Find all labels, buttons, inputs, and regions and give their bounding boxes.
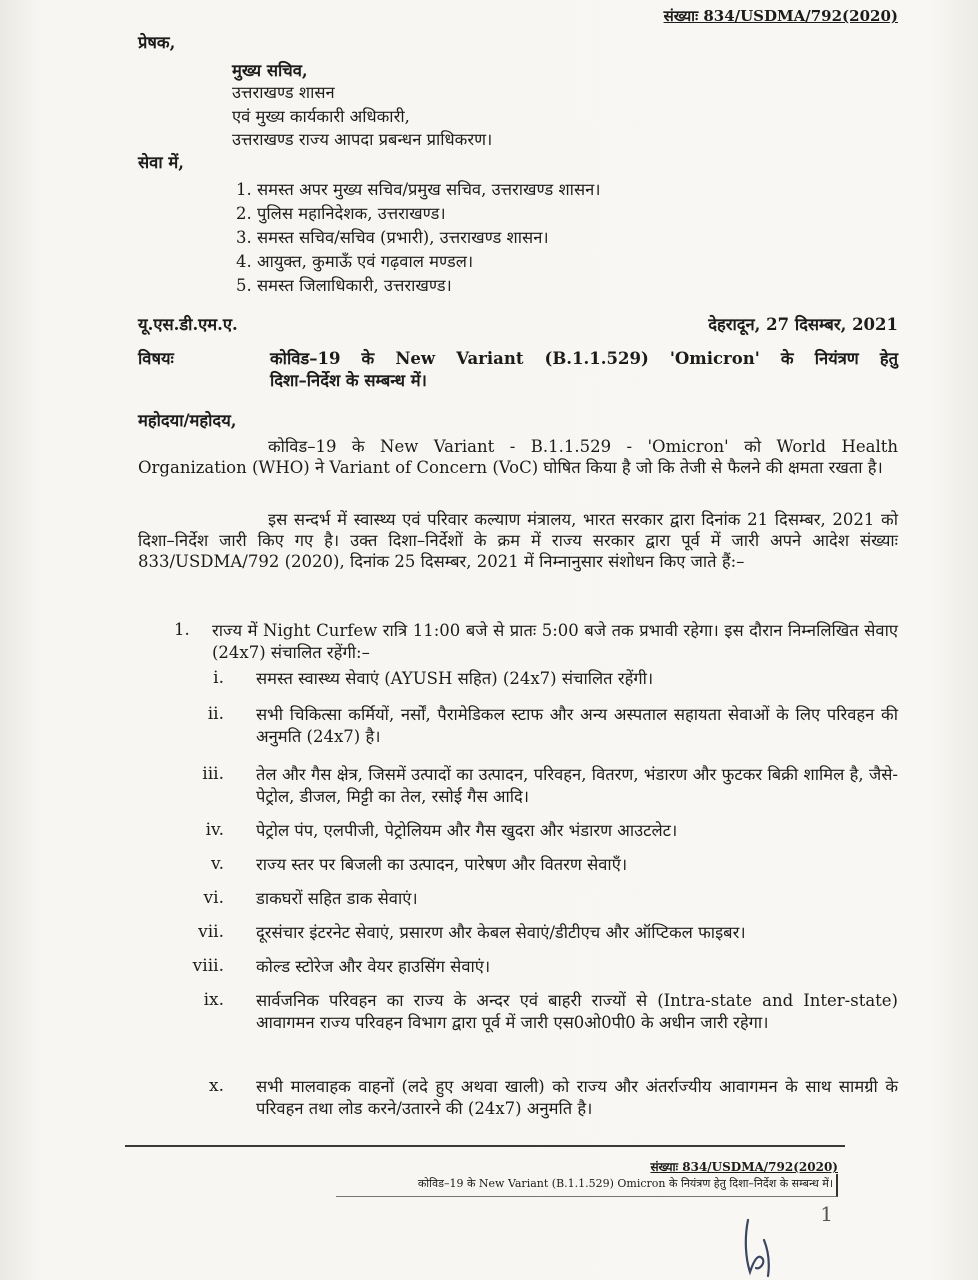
sub-item-number: iv. [205, 820, 224, 840]
office-code: यू.एस.डी.एम.ए. [138, 315, 238, 334]
sender-line: उत्तराखण्ड राज्य आपदा प्रबन्धन प्राधिकरण। [232, 130, 493, 149]
recipient-item: 4. आयुक्त, कुमाऊँ एवं गढ़वाल मण्डल। [236, 252, 474, 271]
sender-line: उत्तराखण्ड शासन [232, 83, 335, 102]
sub-item-number: iii. [202, 764, 224, 784]
sub-item-text: डाकघरों सहित डाक सेवाएं। [256, 889, 418, 908]
point-text: राज्य में Night Curfew रात्रि 11:00 बजे से प्रातः 5:00 बजे तक प्रभावी रहेगा। इस दौरान निम्नलिखित सेवाए (24x7) संचालित रहेंगी:– [212, 621, 898, 662]
sub-item-number: x. [209, 1076, 224, 1096]
page-number: 1 [820, 1202, 833, 1226]
sub-item-text: सभी चिकित्सा कर्मियों, नर्सों, पैरामेडिकल स्टाफ और अन्य अस्पताल सहायता सेवाओं के लिए परिवहन की अनुमति (24x7) है। [256, 705, 898, 746]
sub-item-number: vii. [198, 922, 224, 942]
subject-line: दिशा–निर्देश के सम्बन्ध में। [270, 371, 427, 390]
salutation: महोदया/महोदय, [138, 411, 237, 430]
sender-label: प्रेषक, [138, 33, 176, 52]
recipient-item: 5. समस्त जिलाधिकारी, उत्तराखण्ड। [236, 276, 452, 295]
subject-line: कोविड–19 के New Variant (B.1.1.529) 'Omicron' के नियंत्रण हेतु [270, 349, 898, 368]
recipients-label: सेवा में, [138, 153, 184, 172]
sub-item-number: vi. [203, 888, 224, 908]
subject-label: विषयः [138, 349, 174, 368]
sub-item-number: v. [211, 854, 224, 874]
sub-item-number: i. [213, 668, 224, 688]
sub-item-text: राज्य स्तर पर बिजली का उत्पादन, पारेषण और वितरण सेवाएँ। [256, 855, 628, 874]
sub-item-number: ii. [207, 704, 224, 724]
recipient-item: 2. पुलिस महानिदेशक, उत्तराखण्ड। [236, 204, 446, 223]
sender-line: मुख्य सचिव, [232, 61, 308, 80]
sub-item-text: दूरसंचार इंटरनेट सेवाएं, प्रसारण और केबल सेवाएं/डीटीएच और ऑप्टिकल फाइबर। [256, 923, 746, 942]
sub-item-text: पेट्रोल पंप, एलपीजी, पेट्रोलियम और गैस खुदरा और भंडारण आउटलेट। [256, 821, 678, 840]
sub-item-text: समस्त स्वास्थ्य सेवाएं (AYUSH सहित) (24x7) संचालित रहेंगी। [256, 669, 654, 688]
reference-number: संख्याः 834/USDMA/792(2020) [663, 7, 898, 25]
place-date: देहरादून, 27 दिसम्बर, 2021 [708, 315, 898, 334]
sub-item-text: सभी मालवाहक वाहनों (लदे हुए अथवा खाली) को राज्य और अंतर्राज्यीय आवागमन के साथ सामग्री के परिवहन तथा लोड करने/उतारने की (24x7) अनुमति है। [256, 1077, 898, 1118]
paragraph: कोविड–19 के New Variant - B.1.1.529 - 'Omicron' को World Health Organization (WHO) ने Variant of Concern (VoC) घोषित किया है जो कि तेजी से फैलने की क्षमता रखता है। [138, 437, 898, 477]
footer-divider [125, 1145, 845, 1147]
recipient-item: 3. समस्त सचिव/सचिव (प्रभारी), उत्तराखण्ड शासन। [236, 228, 549, 247]
sub-item-text: कोल्ड स्टोरेज और वेयर हाउसिंग सेवाएं। [256, 957, 491, 976]
sender-line: एवं मुख्य कार्यकारी अधिकारी, [232, 107, 410, 126]
recipient-item: 1. समस्त अपर मुख्य सचिव/प्रमुख सचिव, उत्तराखण्ड शासन। [236, 180, 601, 199]
paragraph: इस सन्दर्भ में स्वास्थ्य एवं परिवार कल्याण मंत्रालय, भारत सरकार द्वारा दिनांक 21 दिसम्बर, 2021 को दिशा–निर्देश जारी किए गए है। उक्त दिशा–निर्देशों के क्रम में राज्य सरकार द्वारा पूर्व में जारी अपने आदेश संख्याः 833/USDMA/792 (2020), दिनांक 25 दिसम्बर, 2021 में निम्नानुसार संशोधन किए जाते हैं:– [138, 510, 898, 571]
signature-mark [740, 1210, 800, 1280]
sub-item-text: सार्वजनिक परिवहन का राज्य के अन्दर एवं बाहरी राज्यों से (Intra-state and Inter-state) आवागमन राज्य परिवहन विभाग द्वारा पूर्व में जारी एस0ओ0पी0 के अधीन जारी रहेगा। [256, 991, 898, 1032]
footer-subject: कोविड–19 के New Variant (B.1.1.529) Omicron के नियंत्रण हेतु दिशा–निर्देश के सम्बन्ध में। [417, 1177, 833, 1190]
point-number: 1. [174, 620, 190, 639]
sub-item-number: ix. [203, 990, 224, 1010]
sub-item-number: viii. [192, 956, 224, 976]
footer-reference-number: संख्याः 834/USDMA/792(2020) [650, 1160, 838, 1174]
sub-item-text: तेल और गैस क्षेत्र, जिसमें उत्पादों का उत्पादन, परिवहन, वितरण, भंडारण और फुटकर बिक्री शामिल है, जैसे-पेट्रोल, डीजल, मिट्टी का तेल, रसोई गैस आदि। [256, 765, 898, 806]
